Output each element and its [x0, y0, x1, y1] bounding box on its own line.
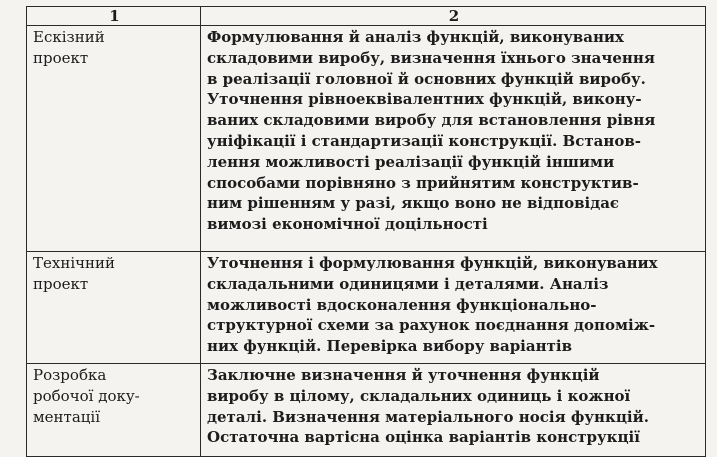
functions-table	[26, 6, 706, 457]
content-line: деталі. Визначення матеріального носія функцій.	[207, 407, 649, 426]
content-line: складовими виробу, визначення їхнього значення	[207, 48, 655, 67]
stage-cell	[27, 364, 201, 456]
stage-line: Розробка	[33, 366, 107, 384]
content-cell	[201, 26, 705, 251]
content-line: Остаточна вартісна оцінка варіантів конструкції	[207, 428, 640, 447]
content-line: Формулювання й аналіз функцій, виконуваних	[207, 28, 624, 46]
content-line: в реалізації головної й основних функцій виробу.	[207, 69, 646, 88]
stage-cell	[27, 26, 201, 251]
table-row-working-documentation	[27, 364, 705, 456]
stage-line: робочої доку-	[33, 386, 140, 405]
content-line: виробу в цілому, складальних одиниць і кожної	[207, 386, 631, 405]
content-line: Заключне визначення й уточнення функцій	[207, 366, 600, 384]
stage-line: ментації	[33, 407, 101, 426]
content-cell	[201, 252, 705, 363]
content-cell	[201, 364, 705, 456]
content-line: уніфікації і стандартизації конструкції. Встанов-	[207, 131, 641, 150]
content-line: вимозі економічної доцільності	[207, 215, 488, 234]
content-line: ваних складовими виробу для встановлення рівня	[207, 111, 656, 130]
stage-line: проект	[33, 48, 89, 67]
table-row-technical-project	[27, 252, 705, 364]
content-line: можливості вдосконалення функціонально-	[207, 295, 597, 314]
stage-line: Ескізний	[33, 28, 105, 46]
content-line: Уточнення і формулювання функцій, виконуваних	[207, 254, 658, 272]
stage-cell	[27, 252, 201, 363]
content-line: складальними одиницями і деталями. Аналіз	[207, 274, 609, 293]
table-row-sketch-project	[27, 26, 705, 252]
content-line: Уточнення рівноеквівалентних функцій, викону-	[207, 90, 642, 109]
content-line: ним рішенням у разі, якщо воно не відповідає	[207, 194, 620, 213]
content-line: структурної схеми за рахунок поєднання допоміж-	[207, 316, 656, 335]
content-line: лення можливості реалізації функцій іншими	[207, 152, 615, 171]
header-col-1: 1	[27, 7, 201, 25]
stage-line: Технічний	[33, 254, 116, 272]
content-line: них функцій. Перевірка вибору варіантів	[207, 337, 572, 356]
table-header-row	[27, 7, 705, 26]
content-line: способами порівняно з прийнятим конструктив-	[207, 173, 639, 192]
stage-line: проект	[33, 274, 89, 293]
header-col-2: 2	[448, 7, 460, 25]
